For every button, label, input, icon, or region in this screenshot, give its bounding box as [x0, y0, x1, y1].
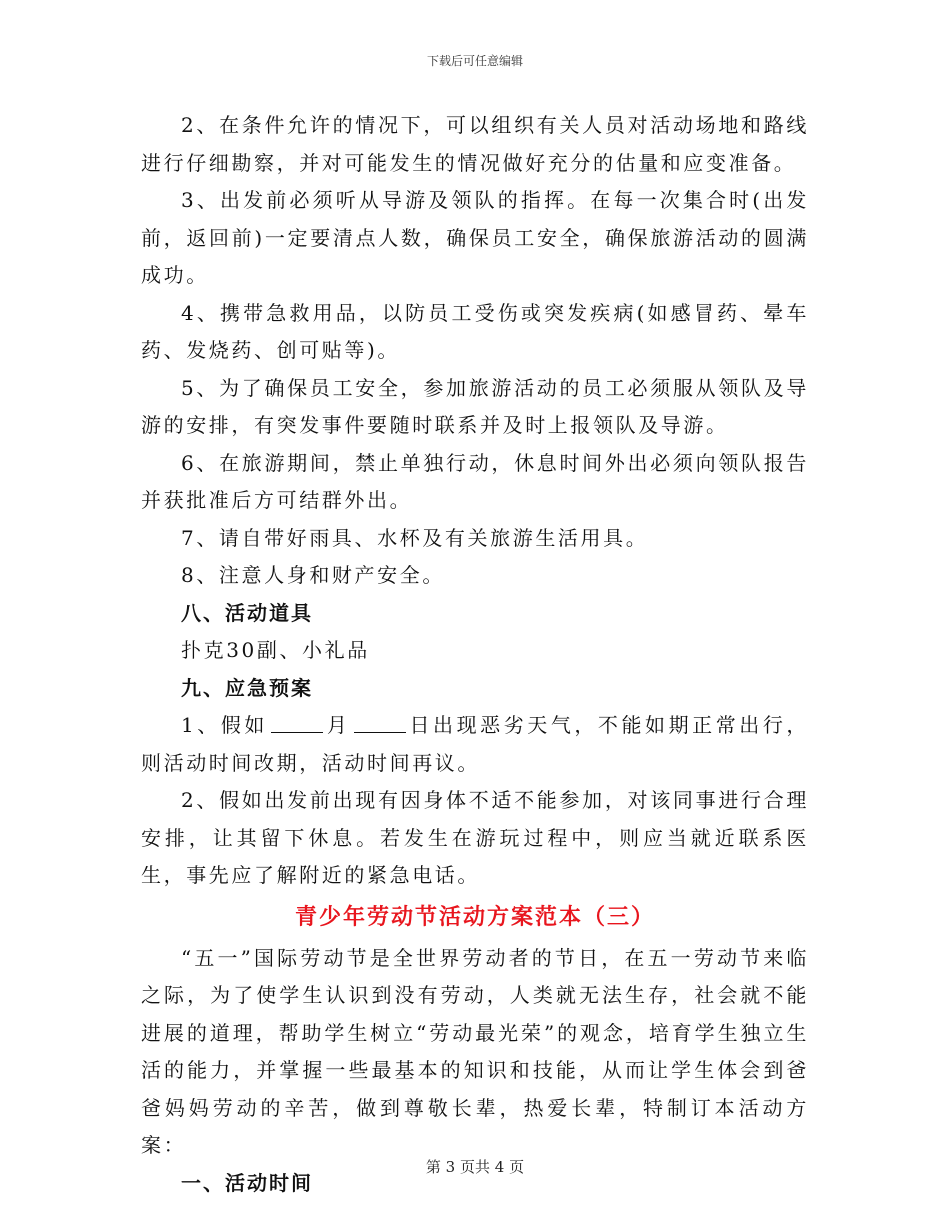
emergency-item-1-part3: 日出现恶劣天气，不能如期正常出行，则活动时间改期，活动时间再议。 — [141, 713, 810, 775]
section-heading-time: 一、活动时间 — [181, 1170, 313, 1195]
rule-item-3: 3、出发前必须听从导游及领队的指挥。在每一次集合时(出发前，返回前)一定要清点人数，确保员工安全，确保旅游活动的圆满成功。 — [141, 188, 809, 287]
rule-item-8: 8、注意人身和财产安全。 — [181, 563, 445, 587]
blank-day — [354, 714, 406, 733]
emergency-item-2: 2、假如出发前出现有因身体不适不能参加，对该同事进行合理安排，让其留下休息。若发生在游玩过程中，则应当就近联系医生，事先应了解附近的紧急电话。 — [141, 788, 809, 887]
section-title: 青少年劳动节活动方案范本（三） — [294, 903, 655, 930]
document-body — [141, 107, 809, 1202]
emergency-item-1-part2: 月 — [325, 713, 351, 737]
blank-month — [271, 714, 323, 733]
rule-item-2: 2、在条件允许的情况下，可以组织有关人员对活动场地和路线进行仔细勘察，并对可能发生的情况做好充分的估量和应变准备。 — [141, 113, 809, 175]
section-heading-emergency: 九、应急预案 — [181, 675, 313, 700]
rule-item-6: 6、在旅游期间，禁止单独行动，休息时间外出必须向领队报告并获批准后方可结群外出。 — [141, 450, 809, 512]
rule-item-4: 4、携带急救用品，以防员工受伤或突发疾病(如感冒药、晕车药、发烧药、创可贴等)。 — [141, 300, 809, 362]
page-footer: 第 3 页共 4 页 — [425, 1158, 525, 1176]
props-text: 扑克30副、小礼品 — [181, 638, 370, 662]
section-heading-props: 八、活动道具 — [181, 600, 313, 625]
rule-item-7: 7、请自带好雨具、水杯及有关旅游生活用具。 — [181, 525, 649, 550]
emergency-item-1 — [141, 707, 809, 782]
intro-paragraph: “五一”国际劳动节是全世界劳动者的节日，在五一劳动节来临之际，为了使学生认识到没有劳动，人类就无法生存，社会就不能进展的道理，帮助学生树立“劳动最光荣”的观念，培育学生独立生活的能力，并掌握一些最基本的知识和技能，从而让学生体会到爸爸妈妈劳动的辛苦，做到尊敬长辈，热爱长辈，特制订本活动方案： — [141, 945, 809, 1157]
emergency-item-1-part1: 1、假如 — [181, 713, 268, 737]
rule-item-5: 5、为了确保员工安全，参加旅游活动的员工必须服从领队及导游的安排，有突发事件要随时联系并及时上报领队及导游。 — [141, 375, 809, 437]
page-header: 下载后可任意编辑 — [426, 54, 523, 68]
